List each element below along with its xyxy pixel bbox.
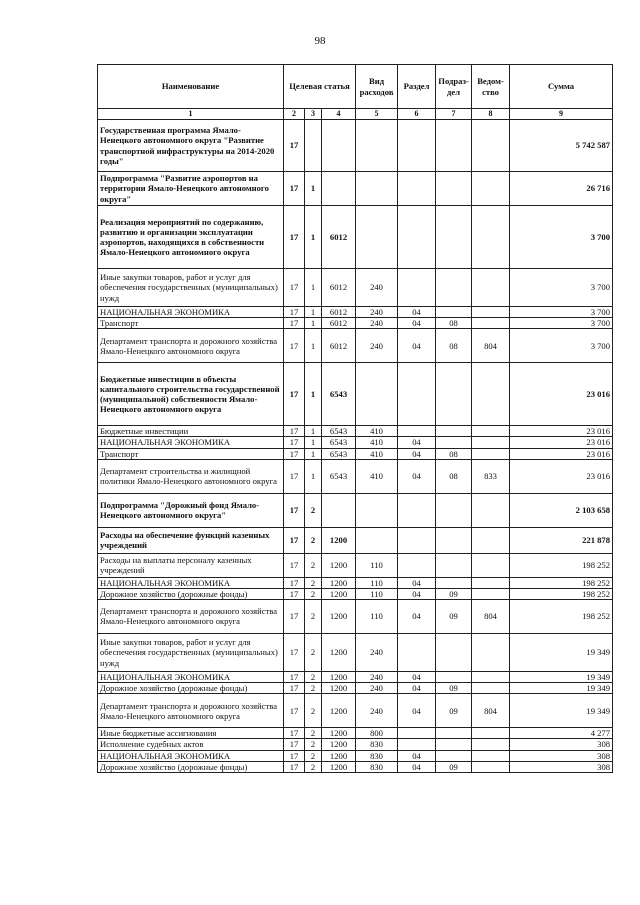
row-name: Транспорт (98, 318, 284, 329)
row-sum: 308 (510, 739, 613, 750)
row-target-program: 17 (284, 269, 305, 307)
row-section: 04 (398, 683, 436, 694)
row-target-subprogram: 2 (305, 750, 322, 761)
row-target-code: 1200 (322, 683, 356, 694)
row-section (398, 172, 436, 206)
row-expense-type (356, 527, 398, 553)
row-section: 04 (398, 671, 436, 682)
row-subsection (436, 527, 472, 553)
col-number: 1 (98, 109, 284, 120)
table-row (98, 739, 613, 750)
row-department (472, 588, 510, 599)
row-department (472, 448, 510, 459)
row-target-subprogram: 1 (305, 329, 322, 363)
row-target-program: 17 (284, 459, 305, 493)
table-row (98, 599, 613, 633)
table-row (98, 269, 613, 307)
row-sum: 2 103 658 (510, 493, 613, 527)
row-target-code: 1200 (322, 553, 356, 577)
row-target-subprogram (305, 120, 322, 172)
row-department (472, 493, 510, 527)
row-section (398, 728, 436, 739)
row-target-subprogram: 1 (305, 307, 322, 318)
row-expense-type (356, 363, 398, 426)
row-name: Департамент транспорта и дорожного хозяйства Ямало-Ненецкого автономного округа (98, 599, 284, 633)
row-sum: 198 252 (510, 588, 613, 599)
row-target-subprogram: 1 (305, 459, 322, 493)
row-target-subprogram: 1 (305, 206, 322, 269)
row-target-program: 17 (284, 577, 305, 588)
row-section: 04 (398, 761, 436, 772)
row-target-program: 17 (284, 206, 305, 269)
header-row (98, 65, 613, 109)
col-number: 2 (284, 109, 305, 120)
row-sum: 198 252 (510, 577, 613, 588)
row-expense-type (356, 120, 398, 172)
row-target-subprogram: 2 (305, 633, 322, 671)
col-number: 6 (398, 109, 436, 120)
row-target-code: 1200 (322, 750, 356, 761)
row-subsection: 08 (436, 459, 472, 493)
header-section: Раздел (398, 65, 436, 109)
table-row (98, 120, 613, 172)
row-name: НАЦИОНАЛЬНАЯ ЭКОНОМИКА (98, 671, 284, 682)
row-name: Иные закупки товаров, работ и услуг для обеспечения государственных (муниципальных) нужд (98, 633, 284, 671)
row-name: Департамент строительства и жилищной политики Ямало-Ненецкого автономного округа (98, 459, 284, 493)
row-expense-type: 110 (356, 599, 398, 633)
table-row (98, 588, 613, 599)
row-target-subprogram: 2 (305, 694, 322, 728)
row-section: 04 (398, 750, 436, 761)
row-target-subprogram: 1 (305, 426, 322, 437)
row-sum: 23 016 (510, 437, 613, 448)
row-section (398, 739, 436, 750)
row-expense-type: 240 (356, 633, 398, 671)
row-name: Исполнение судебных актов (98, 739, 284, 750)
row-department (472, 307, 510, 318)
row-expense-type: 240 (356, 671, 398, 682)
col-number: 7 (436, 109, 472, 120)
row-section: 04 (398, 307, 436, 318)
row-subsection (436, 426, 472, 437)
row-target-code: 1200 (322, 527, 356, 553)
row-subsection (436, 577, 472, 588)
row-target-subprogram: 2 (305, 588, 322, 599)
row-sum: 308 (510, 750, 613, 761)
row-expense-type: 410 (356, 437, 398, 448)
header-sum: Сумма (510, 65, 613, 109)
row-expense-type: 240 (356, 694, 398, 728)
row-target-subprogram: 1 (305, 269, 322, 307)
row-section (398, 527, 436, 553)
row-target-code: 6543 (322, 363, 356, 426)
row-target-program: 17 (284, 363, 305, 426)
row-name: НАЦИОНАЛЬНАЯ ЭКОНОМИКА (98, 307, 284, 318)
row-target-subprogram: 2 (305, 728, 322, 739)
row-subsection (436, 363, 472, 426)
row-target-code (322, 120, 356, 172)
row-target-subprogram: 2 (305, 527, 322, 553)
row-subsection (436, 206, 472, 269)
row-target-code: 6012 (322, 318, 356, 329)
row-target-code (322, 493, 356, 527)
row-section (398, 493, 436, 527)
row-sum: 3 700 (510, 269, 613, 307)
row-name: Подпрограмма "Дорожный фонд Ямало-Ненецкого автономного округа" (98, 493, 284, 527)
row-subsection (436, 493, 472, 527)
row-target-program: 17 (284, 329, 305, 363)
row-sum: 23 016 (510, 426, 613, 437)
table-row (98, 527, 613, 553)
row-target-code: 1200 (322, 728, 356, 739)
row-section: 04 (398, 577, 436, 588)
row-sum: 221 878 (510, 527, 613, 553)
row-sum: 198 252 (510, 553, 613, 577)
row-target-program: 17 (284, 527, 305, 553)
row-subsection (436, 633, 472, 671)
row-target-program: 17 (284, 553, 305, 577)
row-name: Дорожное хозяйство (дорожные фонды) (98, 683, 284, 694)
row-target-code: 6012 (322, 329, 356, 363)
row-department (472, 527, 510, 553)
row-target-program: 17 (284, 761, 305, 772)
row-target-program: 17 (284, 426, 305, 437)
row-target-code: 1200 (322, 761, 356, 772)
row-sum: 5 742 587 (510, 120, 613, 172)
col-number: 4 (322, 109, 356, 120)
row-subsection: 08 (436, 318, 472, 329)
row-target-code: 6012 (322, 206, 356, 269)
header-name: Наименование (98, 65, 284, 109)
row-department: 804 (472, 599, 510, 633)
row-section (398, 363, 436, 426)
row-department (472, 172, 510, 206)
row-expense-type: 240 (356, 683, 398, 694)
row-section (398, 426, 436, 437)
row-expense-type: 110 (356, 553, 398, 577)
row-target-code: 1200 (322, 577, 356, 588)
row-name: Иные бюджетные ассигнования (98, 728, 284, 739)
row-sum: 26 716 (510, 172, 613, 206)
row-section: 04 (398, 588, 436, 599)
row-expense-type: 110 (356, 588, 398, 599)
table-row (98, 633, 613, 671)
row-expense-type (356, 493, 398, 527)
row-target-code: 6543 (322, 437, 356, 448)
row-target-program: 17 (284, 588, 305, 599)
table-row (98, 448, 613, 459)
header-dept: Ведом- ство (472, 65, 510, 109)
row-target-subprogram: 1 (305, 318, 322, 329)
row-target-code: 1200 (322, 588, 356, 599)
row-sum: 19 349 (510, 671, 613, 682)
col-number: 8 (472, 109, 510, 120)
row-section: 04 (398, 318, 436, 329)
row-sum: 3 700 (510, 318, 613, 329)
row-sum: 23 016 (510, 448, 613, 459)
row-name: НАЦИОНАЛЬНАЯ ЭКОНОМИКА (98, 577, 284, 588)
row-subsection: 09 (436, 694, 472, 728)
row-subsection: 09 (436, 599, 472, 633)
row-target-program: 17 (284, 739, 305, 750)
row-target-program: 17 (284, 750, 305, 761)
header-target: Целевая статья (284, 65, 356, 109)
row-name: НАЦИОНАЛЬНАЯ ЭКОНОМИКА (98, 750, 284, 761)
row-subsection: 09 (436, 588, 472, 599)
row-department (472, 761, 510, 772)
row-section: 04 (398, 437, 436, 448)
row-department (472, 577, 510, 588)
table-row (98, 329, 613, 363)
row-target-program: 17 (284, 172, 305, 206)
row-department: 804 (472, 329, 510, 363)
row-expense-type: 240 (356, 329, 398, 363)
table-row (98, 750, 613, 761)
row-subsection (436, 750, 472, 761)
row-sum: 3 700 (510, 329, 613, 363)
table-row (98, 728, 613, 739)
row-sum: 19 349 (510, 694, 613, 728)
col-number: 3 (305, 109, 322, 120)
row-sum: 3 700 (510, 307, 613, 318)
row-target-subprogram: 2 (305, 493, 322, 527)
row-expense-type: 240 (356, 269, 398, 307)
row-expense-type: 800 (356, 728, 398, 739)
row-target-program: 17 (284, 728, 305, 739)
row-expense-type: 830 (356, 739, 398, 750)
row-sum: 3 700 (510, 206, 613, 269)
row-expense-type (356, 206, 398, 269)
row-subsection: 08 (436, 448, 472, 459)
row-target-code: 6543 (322, 448, 356, 459)
row-target-code: 1200 (322, 671, 356, 682)
row-target-code: 1200 (322, 633, 356, 671)
col-number: 5 (356, 109, 398, 120)
row-target-code: 1200 (322, 599, 356, 633)
table-row (98, 761, 613, 772)
row-target-program: 17 (284, 120, 305, 172)
row-name: Дорожное хозяйство (дорожные фонды) (98, 588, 284, 599)
row-subsection (436, 172, 472, 206)
row-target-code: 1200 (322, 739, 356, 750)
row-subsection (436, 671, 472, 682)
row-section (398, 633, 436, 671)
row-department (472, 437, 510, 448)
row-sum: 198 252 (510, 599, 613, 633)
row-subsection (436, 307, 472, 318)
row-target-program: 17 (284, 448, 305, 459)
table-row (98, 437, 613, 448)
table-row (98, 493, 613, 527)
table-row (98, 172, 613, 206)
header-exp-type: Вид расходов (356, 65, 398, 109)
page-number: 98 (314, 35, 326, 47)
row-expense-type: 410 (356, 459, 398, 493)
row-section (398, 206, 436, 269)
row-expense-type: 240 (356, 307, 398, 318)
row-expense-type: 240 (356, 318, 398, 329)
row-department (472, 363, 510, 426)
row-section: 04 (398, 329, 436, 363)
row-department: 804 (472, 694, 510, 728)
row-department (472, 426, 510, 437)
col-number: 9 (510, 109, 613, 120)
row-subsection: 09 (436, 683, 472, 694)
row-section (398, 553, 436, 577)
table-row (98, 363, 613, 426)
row-sum: 308 (510, 761, 613, 772)
row-subsection: 08 (436, 329, 472, 363)
row-name: Государственная программа Ямало-Ненецкого автономного округа "Развитие транспортной инфраструктуры на 2014-2020 годы" (98, 120, 284, 172)
row-target-code: 6012 (322, 307, 356, 318)
row-name: Расходы на обеспечение функций казенных учреждений (98, 527, 284, 553)
row-department (472, 728, 510, 739)
row-section: 04 (398, 694, 436, 728)
row-name: Департамент транспорта и дорожного хозяйства Ямало-Ненецкого автономного округа (98, 329, 284, 363)
row-department: 833 (472, 459, 510, 493)
row-target-program: 17 (284, 437, 305, 448)
row-subsection (436, 269, 472, 307)
row-department (472, 269, 510, 307)
row-target-subprogram: 1 (305, 437, 322, 448)
table-row (98, 683, 613, 694)
row-department (472, 120, 510, 172)
row-department (472, 318, 510, 329)
row-section: 04 (398, 599, 436, 633)
row-sum: 23 016 (510, 363, 613, 426)
row-target-program: 17 (284, 671, 305, 682)
row-subsection (436, 739, 472, 750)
row-name: Иные закупки товаров, работ и услуг для обеспечения государственных (муниципальных) нужд (98, 269, 284, 307)
row-subsection: 09 (436, 761, 472, 772)
row-sum: 19 349 (510, 683, 613, 694)
row-target-subprogram: 1 (305, 363, 322, 426)
row-target-program: 17 (284, 307, 305, 318)
row-target-program: 17 (284, 633, 305, 671)
budget-table (97, 64, 613, 773)
row-sum: 23 016 (510, 459, 613, 493)
row-subsection (436, 437, 472, 448)
row-name: Департамент транспорта и дорожного хозяйства Ямало-Ненецкого автономного округа (98, 694, 284, 728)
table-row (98, 577, 613, 588)
table-row (98, 671, 613, 682)
row-name: Бюджетные инвестиции в объекты капитального строительства государственной (муниципальной) собственности Ямало-Ненецкого автономного округа (98, 363, 284, 426)
row-target-subprogram: 1 (305, 448, 322, 459)
row-target-program: 17 (284, 493, 305, 527)
row-department (472, 683, 510, 694)
row-department (472, 750, 510, 761)
row-target-code (322, 172, 356, 206)
header-subsection: Подраз- дел (436, 65, 472, 109)
row-target-code: 6012 (322, 269, 356, 307)
row-target-code: 1200 (322, 694, 356, 728)
row-target-program: 17 (284, 694, 305, 728)
row-name: Бюджетные инвестиции (98, 426, 284, 437)
row-section (398, 269, 436, 307)
row-department (472, 206, 510, 269)
column-number-row (98, 109, 613, 120)
row-section (398, 120, 436, 172)
row-expense-type (356, 172, 398, 206)
table-row (98, 459, 613, 493)
row-subsection (436, 120, 472, 172)
row-subsection (436, 728, 472, 739)
table-row (98, 307, 613, 318)
row-target-program: 17 (284, 599, 305, 633)
table-row (98, 694, 613, 728)
row-target-code: 6543 (322, 459, 356, 493)
row-target-subprogram: 2 (305, 761, 322, 772)
row-section: 04 (398, 448, 436, 459)
table-body (98, 120, 613, 773)
row-expense-type: 410 (356, 426, 398, 437)
row-target-subprogram: 2 (305, 599, 322, 633)
table-row (98, 553, 613, 577)
table-row (98, 426, 613, 437)
row-department (472, 671, 510, 682)
row-name: Подпрограмма "Развитие аэропортов на территории Ямало-Ненецкого автономного округа" (98, 172, 284, 206)
row-target-subprogram: 2 (305, 739, 322, 750)
row-name: Расходы на выплаты персоналу казенных учреждений (98, 553, 284, 577)
row-section: 04 (398, 459, 436, 493)
row-expense-type: 830 (356, 761, 398, 772)
row-expense-type: 110 (356, 577, 398, 588)
row-department (472, 739, 510, 750)
row-expense-type: 410 (356, 448, 398, 459)
row-name: Дорожное хозяйство (дорожные фонды) (98, 761, 284, 772)
table-row (98, 206, 613, 269)
row-target-program: 17 (284, 683, 305, 694)
row-department (472, 633, 510, 671)
row-sum: 4 277 (510, 728, 613, 739)
row-expense-type: 830 (356, 750, 398, 761)
row-target-subprogram: 2 (305, 553, 322, 577)
row-sum: 19 349 (510, 633, 613, 671)
table-row (98, 318, 613, 329)
row-target-program: 17 (284, 318, 305, 329)
row-target-subprogram: 2 (305, 683, 322, 694)
row-name: Реализация мероприятий по содержанию, развитию и организации эксплуатации аэропортов, находящихся в собственности Ямало-Ненецкого автономного округа (98, 206, 284, 269)
row-name: НАЦИОНАЛЬНАЯ ЭКОНОМИКА (98, 437, 284, 448)
row-target-subprogram: 2 (305, 577, 322, 588)
row-target-subprogram: 1 (305, 172, 322, 206)
row-target-code: 6543 (322, 426, 356, 437)
row-department (472, 553, 510, 577)
row-name: Транспорт (98, 448, 284, 459)
row-subsection (436, 553, 472, 577)
row-target-subprogram: 2 (305, 671, 322, 682)
